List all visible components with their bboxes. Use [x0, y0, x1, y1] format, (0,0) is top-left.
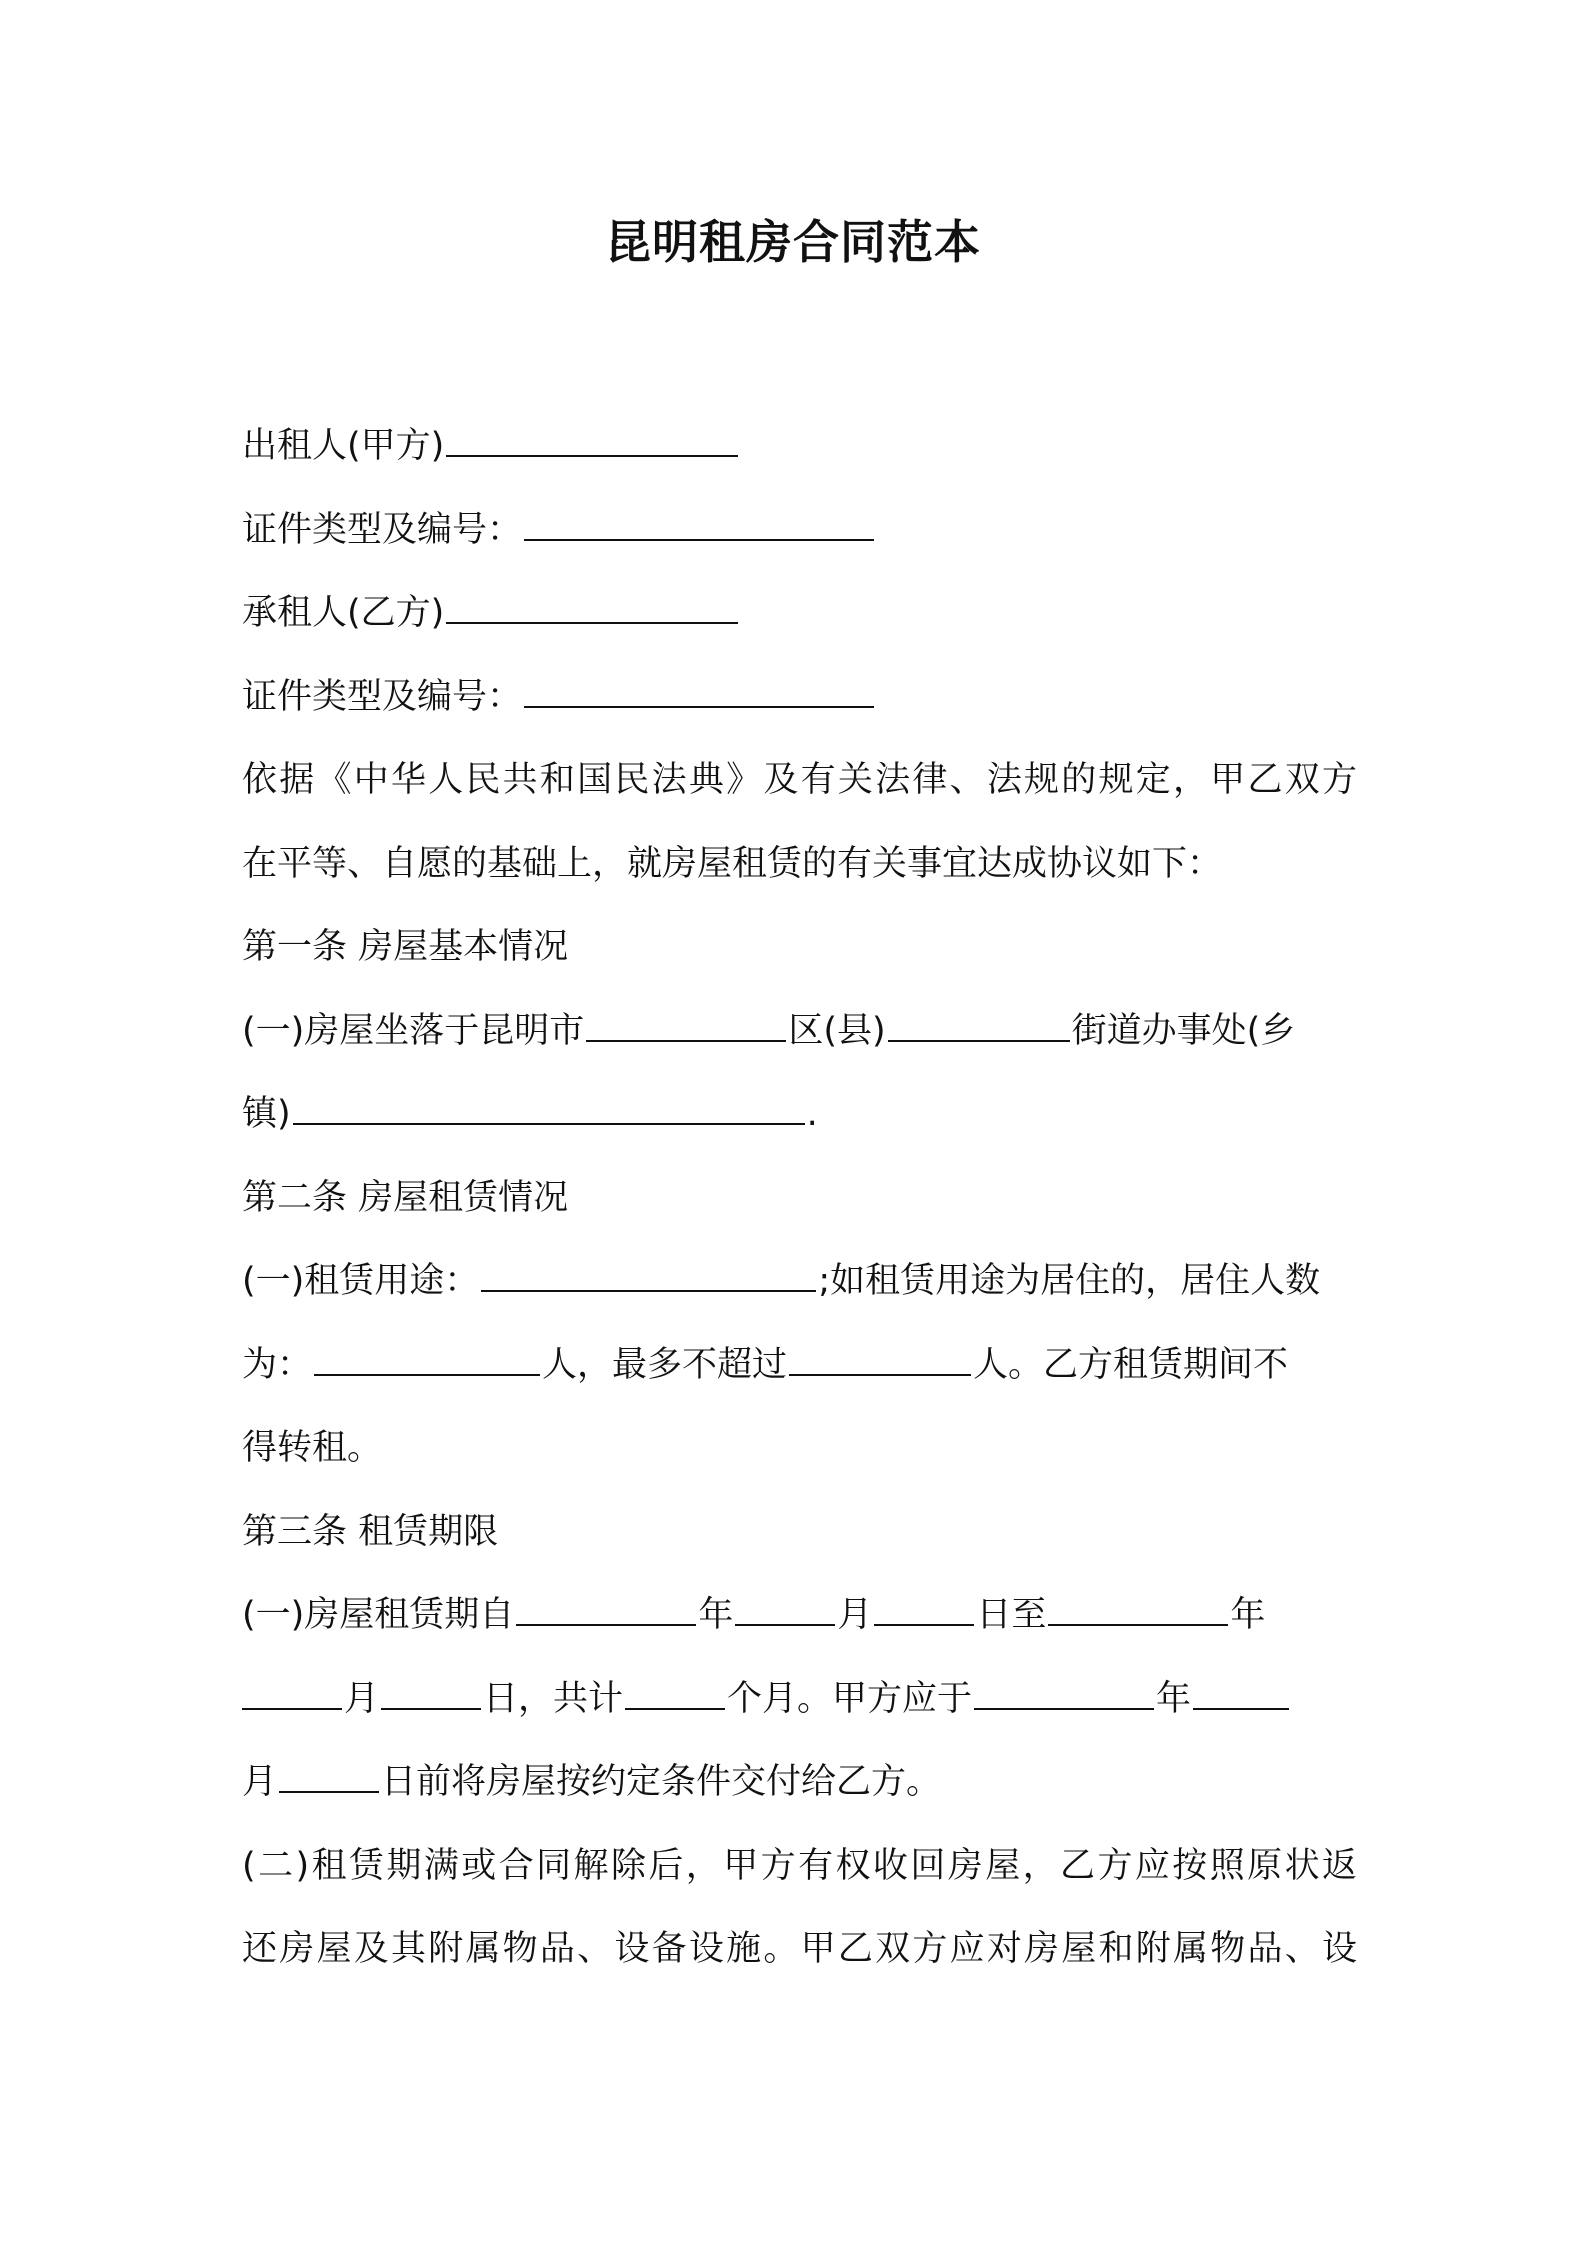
clause-text: (一)租赁用途：	[242, 1261, 480, 1301]
clause-text: 个月。甲方应于	[727, 1678, 973, 1719]
article-1-clause-1-line-2	[242, 1073, 1357, 1157]
clause-text: 人，最多不超过	[542, 1344, 788, 1385]
article-3-clause-1-line-1	[242, 1574, 1357, 1658]
article-1-clause-1-line-1	[242, 990, 1357, 1074]
clause-text: 人。乙方租赁期间不	[973, 1344, 1289, 1385]
purpose-blank	[481, 1258, 816, 1292]
street-blank	[888, 1008, 1070, 1042]
article-3-clause-2-line-2: 还房屋及其附属物品、设备设施。甲乙双方应对房屋和附属物品、设	[242, 1929, 1357, 1969]
clause-text: 年	[698, 1595, 734, 1635]
start-year-blank	[516, 1592, 696, 1626]
article-2-heading: 第二条 房屋租赁情况	[242, 1177, 569, 1218]
start-day-blank	[874, 1592, 974, 1626]
clause-text: 镇)	[242, 1094, 291, 1134]
delivery-month-blank	[1193, 1676, 1289, 1710]
party-a-blank	[446, 423, 738, 457]
clause-text: 区(县)	[788, 1010, 886, 1051]
clause-text: 年	[1230, 1595, 1266, 1635]
contract-body	[242, 405, 1357, 1992]
document-title: 昆明租房合同范本	[605, 215, 981, 269]
article-2-clause-1-line-2	[242, 1324, 1357, 1408]
article-3-heading: 第三条 租赁期限	[242, 1511, 499, 1552]
party-b-id-blank	[524, 674, 874, 708]
end-month-blank	[242, 1676, 342, 1710]
party-b-blank	[446, 590, 738, 624]
party-a-line	[242, 405, 1357, 489]
party-b-label: 承租人(乙方)	[242, 593, 445, 633]
party-b-id-label: 证件类型及编号：	[242, 676, 523, 717]
article-3-clause-2-line-1: (二)租赁期满或合同解除后，甲方有权收回房屋，乙方应按照原状返	[242, 1845, 1357, 1886]
total-months-blank	[625, 1676, 725, 1710]
clause-text: 月	[344, 1678, 380, 1719]
article-2-clause-1-line-3: 得转租。	[242, 1428, 383, 1468]
end-year-blank	[1048, 1592, 1228, 1626]
article-2-clause-1-line-1	[242, 1240, 1357, 1324]
clause-text: 日至	[976, 1595, 1047, 1635]
clause-text: (一)房屋坐落于昆明市	[242, 1010, 585, 1051]
party-a-id-line	[242, 489, 1357, 573]
clause-text: 年	[1156, 1678, 1192, 1719]
intro-line-2: 在平等、自愿的基础上，就房屋租赁的有关事宜达成协议如下：	[242, 843, 1223, 884]
clause-text: (一)房屋租赁期自	[242, 1595, 515, 1635]
max-occupants-blank	[789, 1342, 971, 1376]
clause-text: 街道办事处(乡	[1071, 1010, 1296, 1051]
party-b-line	[242, 572, 1357, 656]
clause-text: 月	[837, 1595, 873, 1635]
end-day-blank	[381, 1676, 481, 1710]
party-a-id-label: 证件类型及编号：	[242, 509, 523, 550]
clause-text: 日，共计	[483, 1678, 624, 1719]
delivery-day-blank	[279, 1759, 379, 1793]
clause-text: .	[806, 1094, 818, 1134]
clause-text: 为：	[242, 1344, 313, 1385]
party-a-id-blank	[524, 507, 874, 541]
article-3-clause-1-line-3	[242, 1741, 1357, 1825]
article-1-heading: 第一条 房屋基本情况	[242, 927, 569, 967]
start-month-blank	[735, 1592, 835, 1626]
city-district-blank	[586, 1008, 786, 1042]
party-b-id-line	[242, 656, 1357, 740]
article-3-clause-1-line-2	[242, 1658, 1357, 1742]
party-a-label: 出租人(甲方)	[242, 426, 445, 466]
occupants-blank	[314, 1342, 540, 1376]
clause-text: 日前将房屋按约定条件交付给乙方。	[381, 1762, 942, 1802]
delivery-year-blank	[974, 1676, 1154, 1710]
town-blank	[293, 1091, 805, 1125]
clause-text: 月	[242, 1762, 278, 1802]
clause-text: ;如租赁用途为居住的，居住人数	[818, 1261, 1321, 1301]
intro-line-1: 依据《中华人民共和国民法典》及有关法律、法规的规定，甲乙双方	[242, 760, 1357, 800]
